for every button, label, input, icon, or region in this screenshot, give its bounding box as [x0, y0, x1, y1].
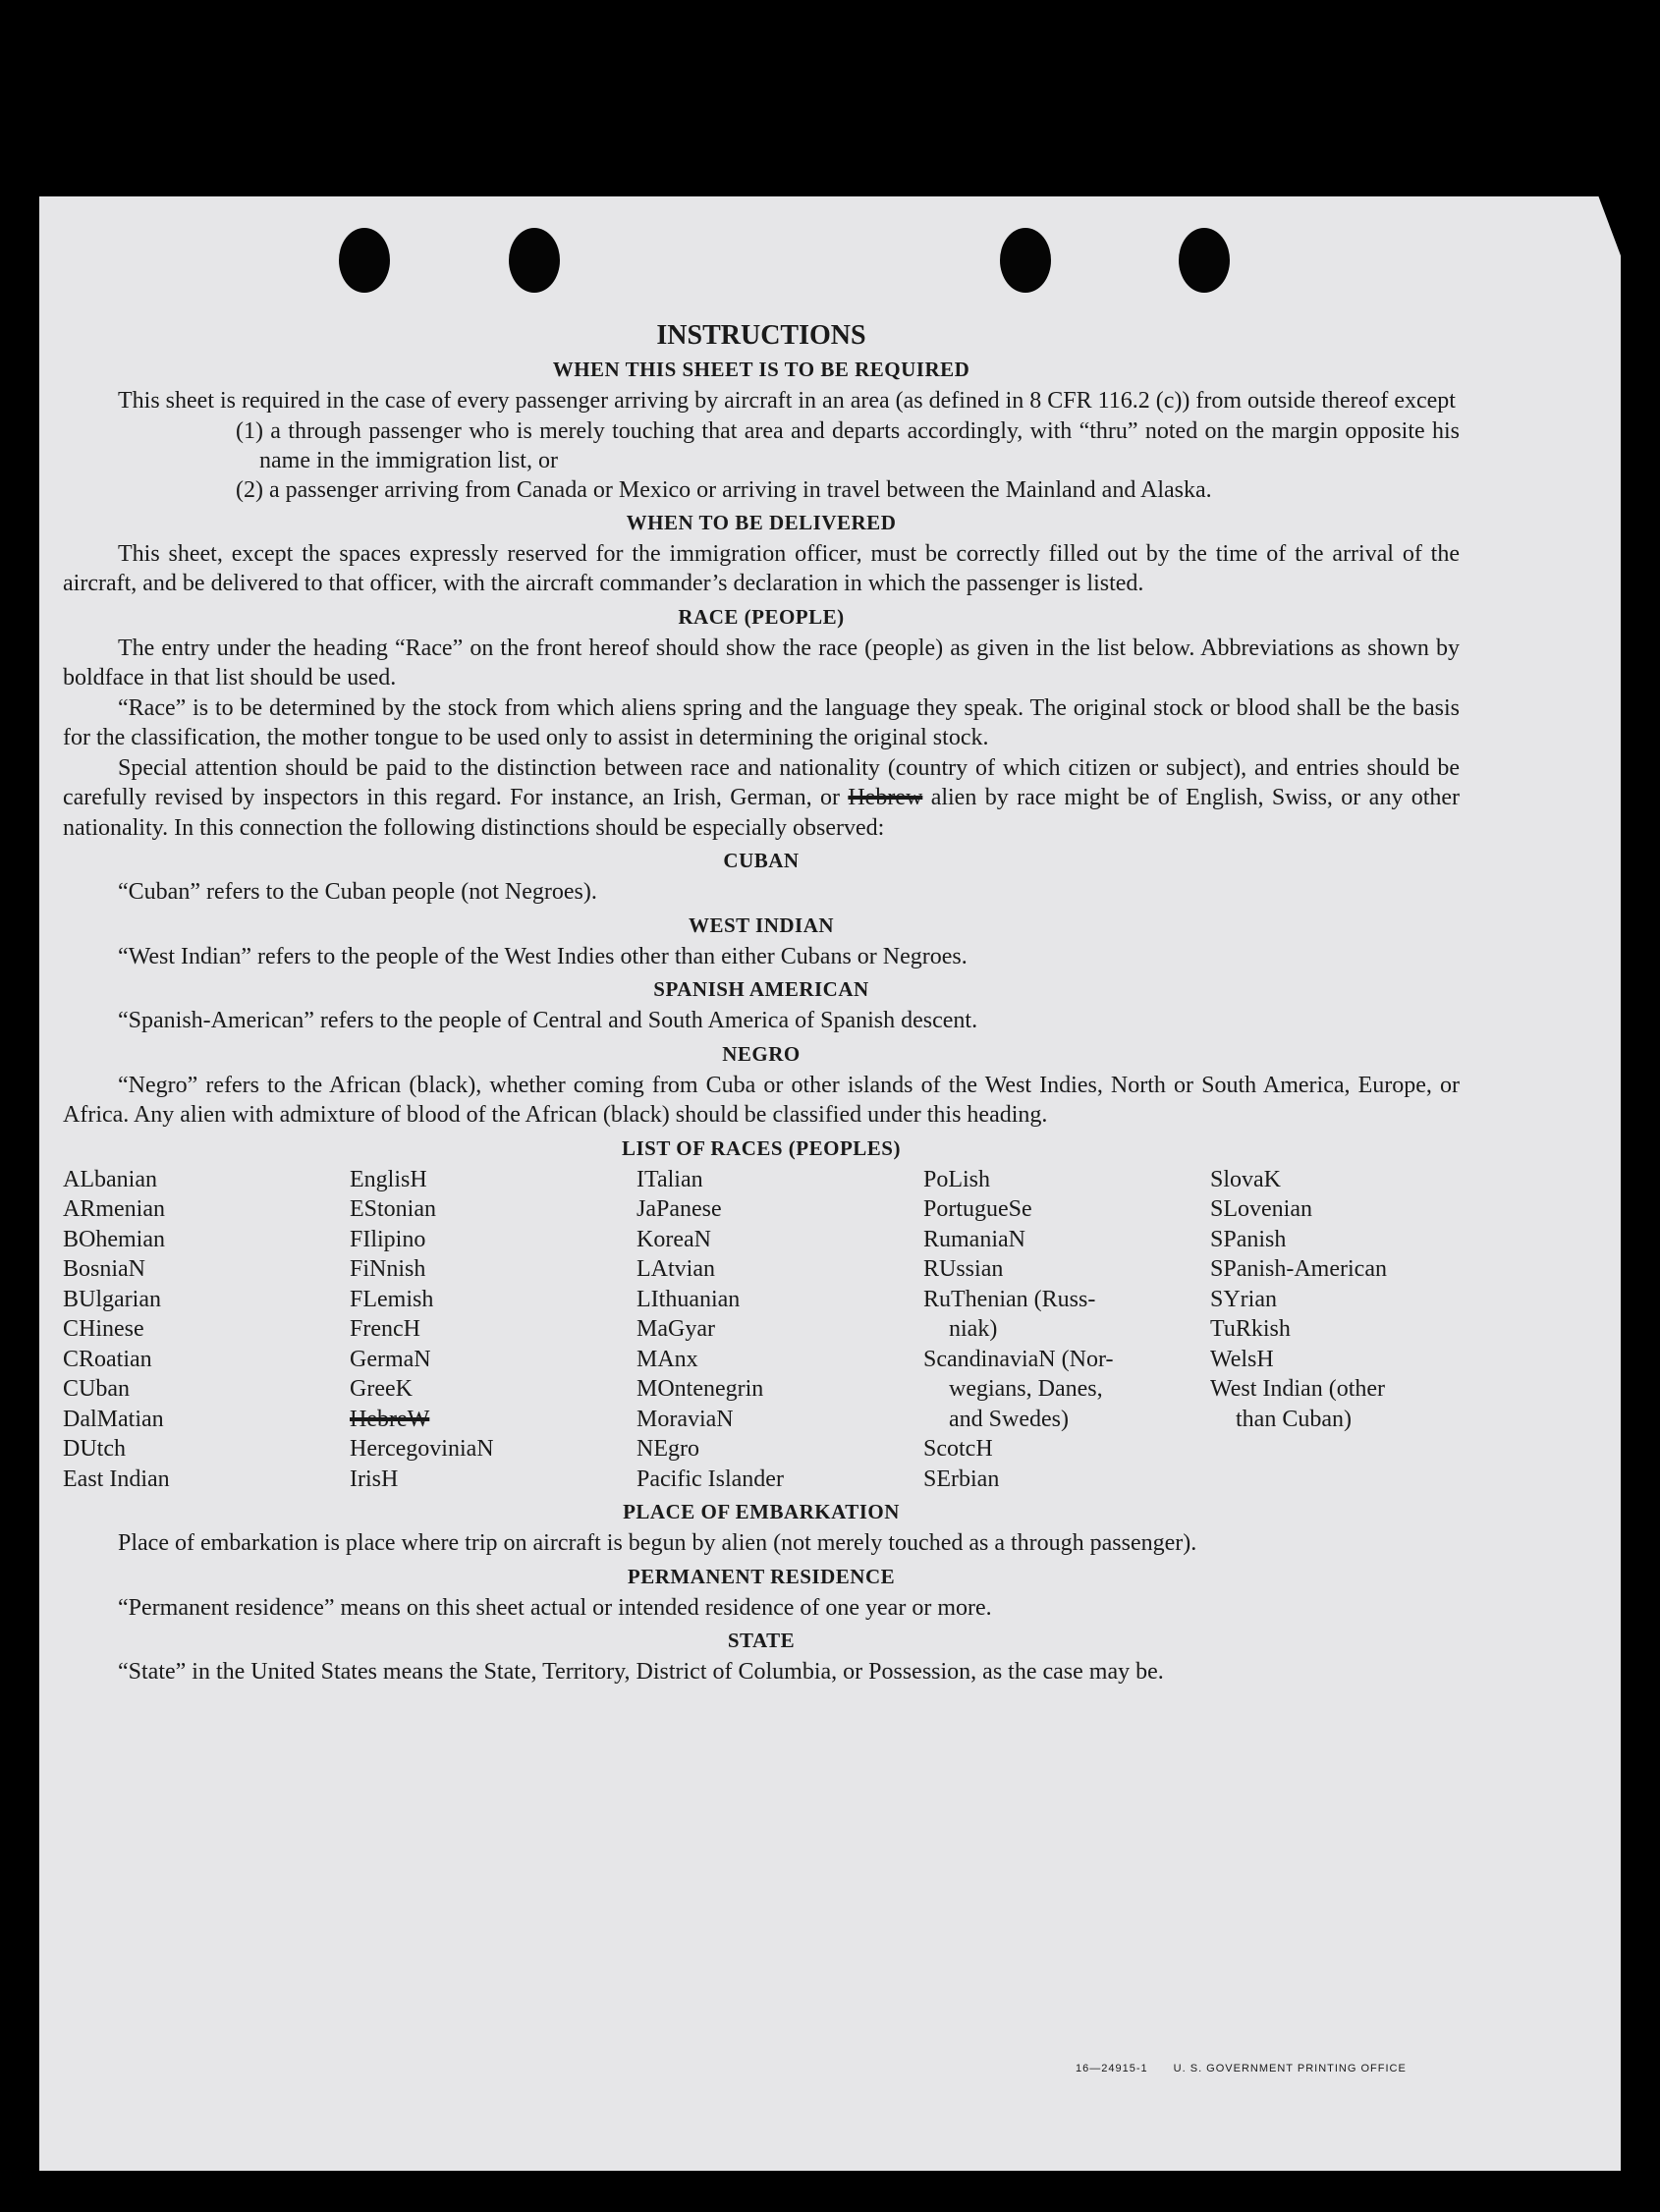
- race-entry: CUban: [63, 1376, 130, 1402]
- race-entry: MAnx: [636, 1346, 698, 1372]
- race-entry-struck: HebreW: [350, 1406, 430, 1432]
- race-entry: FiNnish: [350, 1256, 426, 1282]
- race-entry: BUlgarian: [63, 1286, 161, 1312]
- heading-list-of-races: LIST OF RACES (PEOPLES): [622, 1135, 901, 1160]
- race-entry: RUssian: [923, 1256, 1004, 1282]
- race-entry: MaGyar: [636, 1316, 715, 1342]
- race-entry-continued: than Cuban): [1236, 1406, 1352, 1432]
- exception-item-2: (2) a passenger arriving from Canada or Mexico or arriving in travel between the Mainland and Alaska.: [236, 476, 1212, 503]
- when-required-intro: This sheet is required in the case of every passenger arriving by aircraft in an area (as defined in 8 CFR 116.2 (c)) from outside thereof except: [118, 388, 1456, 414]
- race-entry: NEgro: [636, 1436, 699, 1462]
- west-indian-text: “West Indian” refers to the people of the West Indies other than either Cubans or Negroes.: [118, 943, 968, 969]
- race-entry: SPanish-American: [1210, 1256, 1387, 1282]
- race-entry: DUtch: [63, 1436, 126, 1462]
- race-entry: DalMatian: [63, 1406, 164, 1432]
- race-entry: BOhemian: [63, 1226, 165, 1252]
- form-number: 16—24915-1: [1076, 2063, 1148, 2074]
- punch-hole: [1179, 228, 1230, 293]
- race-entry: ALbanian: [63, 1166, 157, 1192]
- punch-hole: [509, 228, 560, 293]
- race-entry: ARmenian: [63, 1196, 165, 1222]
- race-paragraph-3: Special attention should be paid to the distinction between race and nationality (country of which citizen or subject), and entries should be carefully revised by inspectors in this regard. For instance, an Irish, German, or Hebrew alien by race might be of English, Swiss, or any other nationality. In this connection the following distinctions should be especially observed:: [63, 754, 1461, 841]
- race-entry: SlovaK: [1210, 1166, 1281, 1192]
- race-entry: RumaniaN: [923, 1226, 1025, 1252]
- race-entry: SLovenian: [1210, 1196, 1312, 1222]
- race-entry: TuRkish: [1210, 1316, 1291, 1342]
- race-entry: CHinese: [63, 1316, 144, 1342]
- race-entry: ScandinaviaN (Nor-: [923, 1346, 1114, 1372]
- spanish-american-text: “Spanish-American” refers to the people of Central and South America of Spanish descent.: [118, 1008, 978, 1033]
- race-entry: West Indian (other: [1210, 1376, 1386, 1402]
- race-entry: EStonian: [350, 1196, 436, 1222]
- heading-cuban: CUBAN: [723, 849, 800, 872]
- punch-hole: [1000, 228, 1051, 293]
- printer-name: U. S. GOVERNMENT PRINTING OFFICE: [1173, 2063, 1407, 2074]
- heading-negro: NEGRO: [722, 1041, 801, 1066]
- punch-hole: [339, 228, 390, 293]
- races-list: [63, 1165, 1460, 1495]
- heading-when-delivered: WHEN TO BE DELIVERED: [626, 510, 897, 534]
- races-column-5: [1210, 1165, 1460, 1495]
- race-entry: LAtvian: [636, 1256, 715, 1282]
- struck-word: Hebrew: [848, 785, 923, 810]
- heading-spanish-american: SPANISH AMERICAN: [653, 977, 869, 1001]
- race-entry: RuThenian (Russ-: [923, 1286, 1096, 1312]
- heading-west-indian: WEST INDIAN: [688, 912, 835, 937]
- race-entry: GermaN: [350, 1346, 431, 1372]
- races-column-2: [350, 1165, 636, 1495]
- exception-item-1: (1) a through passenger who is merely touching that area and departs accordingly, with “thru” noted on the margin opposite his name in the immigration list, or: [236, 417, 1460, 473]
- race-entry: MoraviaN: [636, 1406, 734, 1432]
- race-paragraph-2: “Race” is to be determined by the stock from which aliens spring and the language they speak. The original stock or blood shall be the basis for the classification, the mother tongue to be used only to assist in determining the original stock.: [63, 694, 1460, 750]
- heading-permanent-residence: PERMANENT RESIDENCE: [627, 1564, 896, 1588]
- race-entry-continued: wegians, Danes,: [949, 1376, 1103, 1402]
- race-entry: JaPanese: [636, 1196, 722, 1222]
- race-entry: SYrian: [1210, 1286, 1277, 1312]
- races-column-1: [63, 1165, 350, 1495]
- race-entry: LIthuanian: [636, 1286, 741, 1312]
- race-paragraph-1: The entry under the heading “Race” on the front hereof should show the race (people) as given in the list below. Abbreviations as shown by boldface in that list should be used.: [63, 635, 1460, 691]
- instructions-body: [63, 316, 1460, 1687]
- race-entry: MOntenegrin: [636, 1376, 764, 1402]
- printer-imprint: [1076, 2063, 1428, 2074]
- heading-when-required: WHEN THIS SHEET IS TO BE REQUIRED: [552, 358, 970, 381]
- race-entry: SPanish: [1210, 1226, 1287, 1252]
- race-entry-continued: and Swedes): [949, 1406, 1069, 1432]
- heading-state: STATE: [727, 1629, 796, 1652]
- race-entry: FIlipino: [350, 1226, 426, 1252]
- race-entry: PortugueSe: [923, 1196, 1032, 1222]
- race-entry: SErbian: [923, 1465, 1000, 1492]
- race-entry: EnglisH: [350, 1166, 427, 1192]
- race-entry: FLemish: [350, 1286, 434, 1312]
- cuban-text: “Cuban” refers to the Cuban people (not Negroes).: [118, 879, 597, 905]
- race-entry: ScotcH: [923, 1436, 993, 1462]
- state-text: “State” in the United States means the State, Territory, District of Columbia, or Possession, as the case may be.: [118, 1659, 1164, 1685]
- when-delivered-text: This sheet, except the spaces expressly reserved for the immigration officer, must be correctly filled out by the time of the arrival of the aircraft, and be delivered to that officer, with the aircraft commander’s declaration in which the passenger is listed.: [63, 540, 1460, 596]
- permanent-residence-text: “Permanent residence” means on this sheet actual or intended residence of one year or more.: [118, 1594, 992, 1621]
- race-entry: PoLish: [923, 1166, 991, 1192]
- place-of-embarkation-text: Place of embarkation is place where trip on aircraft is begun by alien (not merely touched as a through passenger).: [118, 1530, 1197, 1556]
- race-entry: KoreaN: [636, 1226, 711, 1252]
- race-entry: HercegoviniaN: [350, 1436, 494, 1462]
- race-entry: FrencH: [350, 1316, 420, 1342]
- race-entry-continued: niak): [949, 1316, 998, 1342]
- race-entry: GreeK: [350, 1376, 413, 1402]
- races-column-3: [636, 1165, 923, 1495]
- race-entry: ITalian: [636, 1166, 703, 1192]
- race-entry: CRoatian: [63, 1346, 152, 1372]
- race-entry: Pacific Islander: [636, 1465, 784, 1492]
- page-title: INSTRUCTIONS: [656, 320, 866, 351]
- race-entry: East Indian: [63, 1465, 170, 1492]
- negro-text: “Negro” refers to the African (black), whether coming from Cuba or other islands of the West Indies, North or South America, Europe, or Africa. Any alien with admixture of blood of the African (black) should be classified under this heading.: [63, 1072, 1460, 1128]
- race-entry: BosniaN: [63, 1256, 145, 1282]
- heading-race: RACE (PEOPLE): [678, 604, 845, 629]
- race-entry: WelsH: [1210, 1346, 1274, 1372]
- heading-place-of-embarkation: PLACE OF EMBARKATION: [623, 1500, 900, 1523]
- races-column-4: [923, 1165, 1210, 1495]
- race-entry: IrisH: [350, 1465, 399, 1492]
